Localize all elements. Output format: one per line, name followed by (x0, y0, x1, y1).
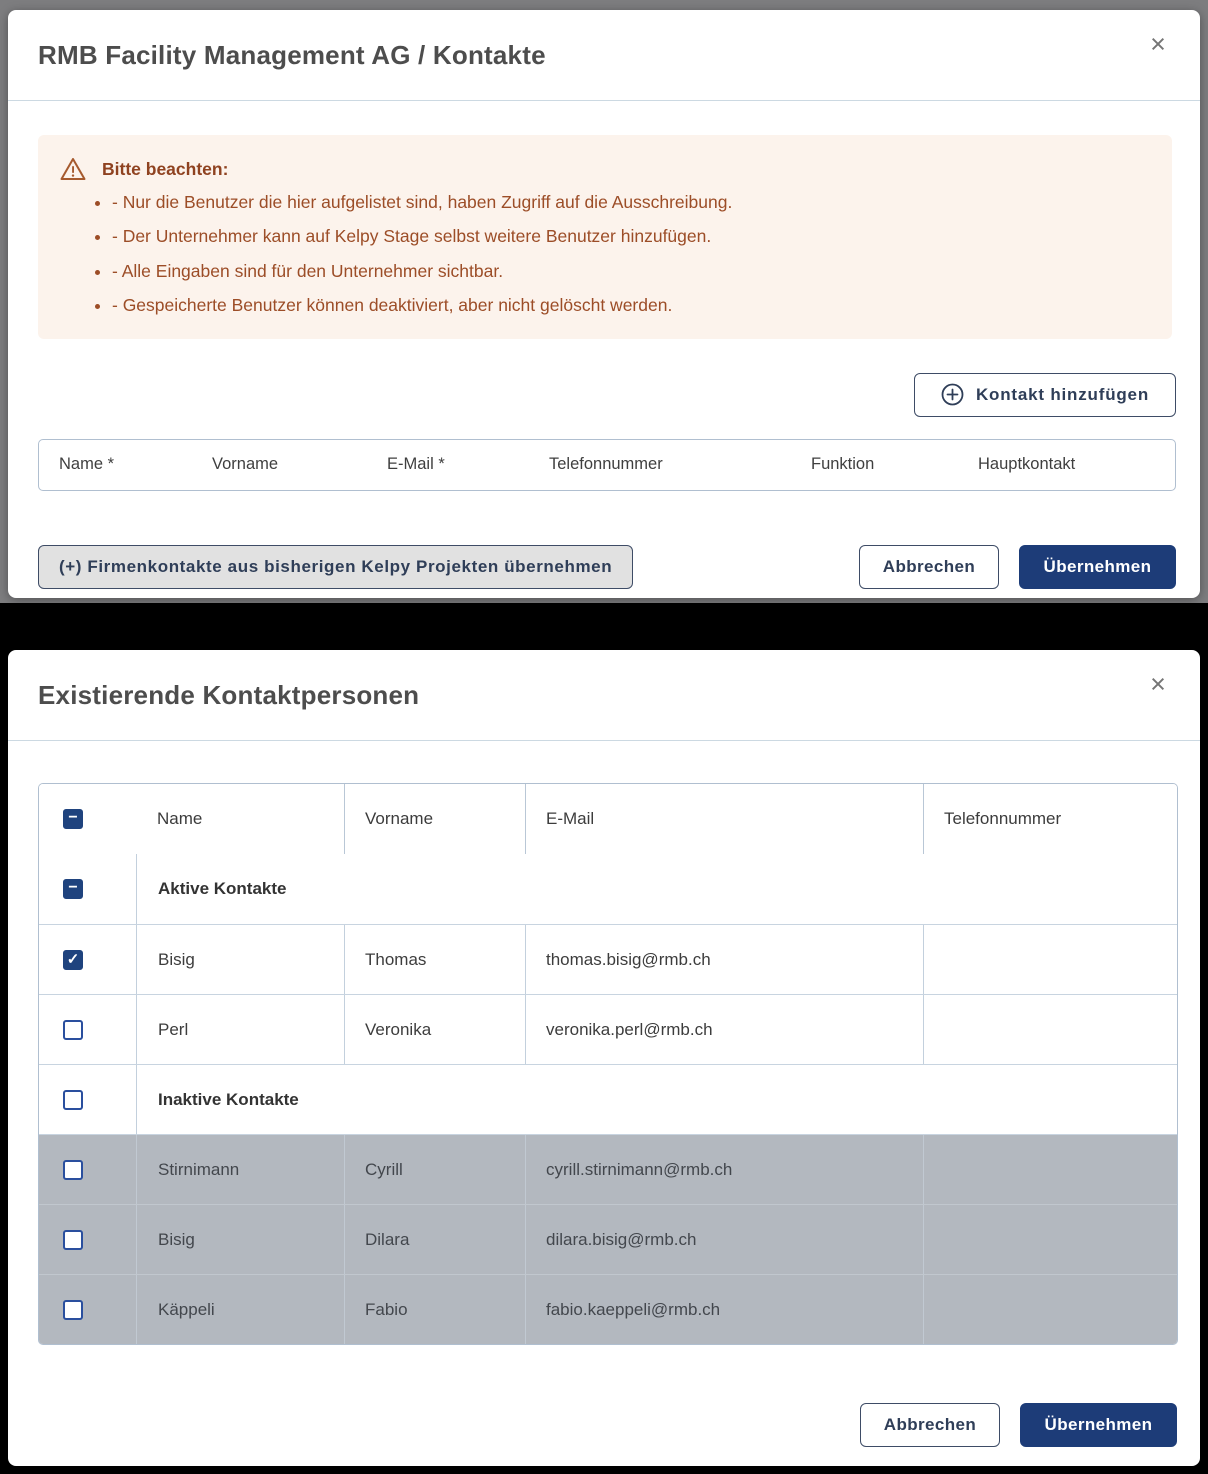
column-header: E-Mail * (387, 455, 445, 473)
cell-telefon (923, 1205, 1177, 1274)
add-contact-label: Kontakt hinzufügen (975, 384, 1149, 404)
group-row (39, 854, 1177, 924)
row-checkbox[interactable] (63, 1090, 83, 1110)
cell-email: cyrill.stirnimann@rmb.ch (525, 1135, 923, 1204)
notice-list (60, 190, 1142, 319)
cell-name: Käppeli (136, 1275, 344, 1344)
table-row[interactable] (39, 1134, 1177, 1204)
import-contacts-button[interactable]: (+) Firmenkontakte aus bisherigen Kelpy Projekten übernehmen (38, 545, 633, 589)
add-contact-button[interactable] (914, 373, 1176, 417)
existing-contacts-table (38, 783, 1178, 1345)
table-row[interactable] (39, 1274, 1177, 1344)
cell-email: dilara.bisig@rmb.ch (525, 1205, 923, 1274)
existing-contacts-header (8, 650, 1200, 741)
notice-item: • - Alle Eingaben sind für den Unternehmer sichtbar. (112, 259, 1142, 284)
cell-email: fabio.kaeppeli@rmb.ch (525, 1275, 923, 1344)
row-checkbox[interactable]: ✓ (63, 950, 83, 970)
row-checkbox-cell (39, 925, 136, 994)
cell-telefon (923, 1275, 1177, 1344)
cell-name: Stirnimann (136, 1135, 344, 1204)
table-row[interactable] (39, 924, 1177, 994)
notice-item: • - Gespeicherte Benutzer können deaktiviert, aber nicht gelöscht werden. (112, 293, 1142, 318)
table-row[interactable] (39, 994, 1177, 1064)
close-icon[interactable]: × (1150, 668, 1166, 699)
table-row[interactable] (39, 1204, 1177, 1274)
column-header-vorname: Vorname (344, 784, 525, 854)
contacts-table-header (38, 439, 1176, 491)
cell-vorname: Cyrill (344, 1135, 525, 1204)
select-all-checkbox[interactable]: − (63, 809, 83, 829)
cell-telefon (923, 925, 1177, 994)
group-checkbox-cell (39, 1065, 136, 1134)
apply-button[interactable]: Übernehmen (1020, 1403, 1177, 1447)
apply-button[interactable]: Übernehmen (1019, 545, 1176, 589)
row-checkbox[interactable] (63, 1160, 83, 1180)
column-header: Vorname (212, 455, 279, 473)
contacts-table-body (39, 854, 1177, 1344)
cell-vorname: Fabio (344, 1275, 525, 1344)
plus-circle-icon (941, 383, 964, 406)
cell-vorname: Dilara (344, 1205, 525, 1274)
column-header: Hauptkontakt (978, 455, 1076, 473)
column-header: Funktion (811, 455, 875, 473)
cancel-button[interactable]: Abbrechen (860, 1403, 1000, 1447)
row-checkbox-cell (39, 995, 136, 1064)
cell-vorname: Veronika (344, 995, 525, 1064)
notice-box (38, 135, 1172, 339)
row-checkbox[interactable]: − (63, 879, 83, 899)
warning-icon (60, 157, 86, 181)
row-checkbox[interactable] (63, 1300, 83, 1320)
dialog-title: Existierende Kontaktpersonen (38, 680, 420, 710)
close-icon[interactable]: × (1150, 28, 1166, 59)
row-checkbox[interactable] (63, 1230, 83, 1250)
cancel-button[interactable]: Abbrechen (859, 545, 999, 589)
cell-vorname: Thomas (344, 925, 525, 994)
row-checkbox-cell (39, 1275, 136, 1344)
cell-telefon (923, 1135, 1177, 1204)
cell-telefon (923, 995, 1177, 1064)
notice-item: • - Der Unternehmer kann auf Kelpy Stage selbst weitere Benutzer hinzufügen. (112, 224, 1142, 249)
column-header-telefon: Telefonnummer (923, 784, 1177, 854)
contacts-modal (8, 10, 1200, 598)
group-label: Aktive Kontakte (136, 854, 1177, 924)
column-header-name: Name (157, 809, 203, 828)
group-label: Inaktive Kontakte (136, 1065, 1177, 1134)
page-title: RMB Facility Management AG / Kontakte (38, 40, 546, 70)
existing-contacts-modal (8, 650, 1200, 1466)
group-row (39, 1064, 1177, 1134)
cell-name: Perl (136, 995, 344, 1064)
cell-name: Bisig (136, 1205, 344, 1274)
table-header-row (39, 784, 1177, 854)
row-checkbox[interactable] (63, 1020, 83, 1040)
column-header: Telefonnummer (549, 455, 663, 473)
row-checkbox-cell (39, 1205, 136, 1274)
cell-email: veronika.perl@rmb.ch (525, 995, 923, 1064)
cell-email: thomas.bisig@rmb.ch (525, 925, 923, 994)
notice-title: Bitte beachten: (102, 158, 229, 179)
cell-name: Bisig (136, 925, 344, 994)
notice-item: • - Nur die Benutzer die hier aufgelistet sind, haben Zugriff auf die Ausschreibung. (112, 190, 1142, 215)
contacts-modal-header (8, 10, 1200, 101)
group-checkbox-cell (39, 854, 136, 924)
row-checkbox-cell (39, 1135, 136, 1204)
column-header-email: E-Mail (525, 784, 923, 854)
column-header: Name * (59, 455, 115, 473)
